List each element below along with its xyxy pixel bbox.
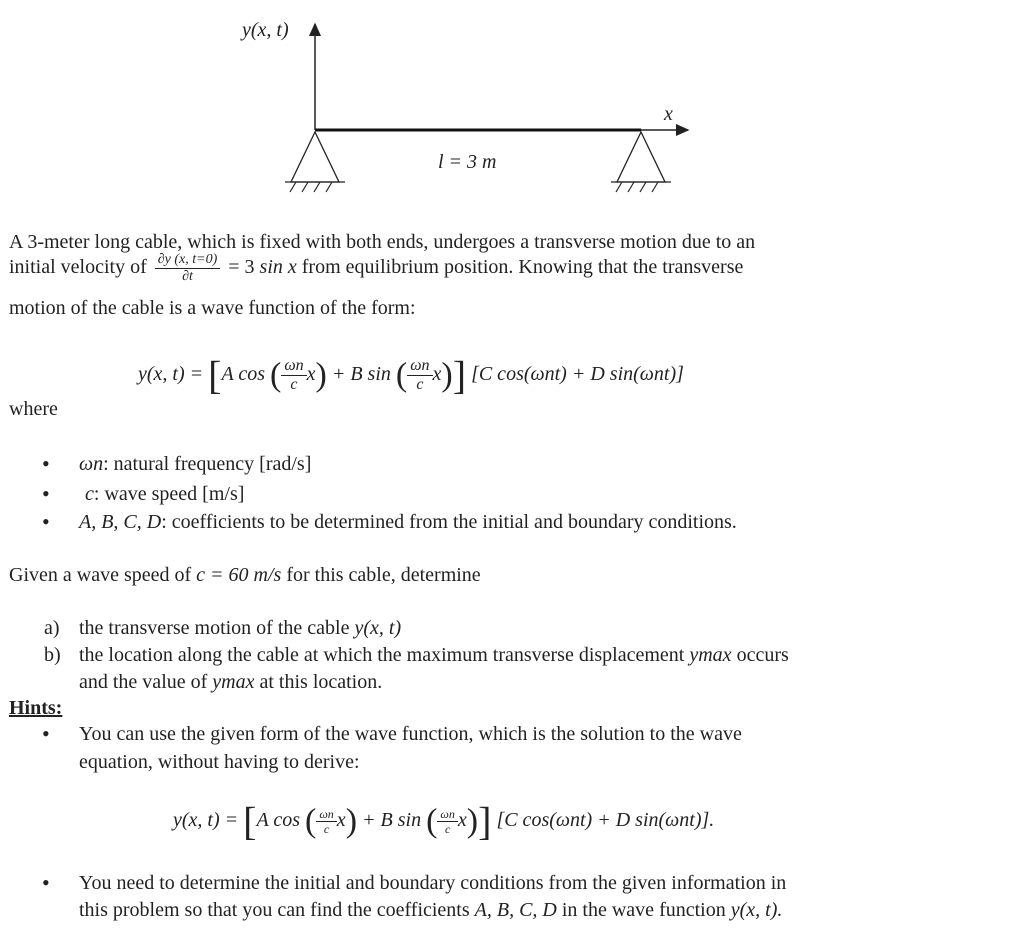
hint-2-line-1: You need to determine the initial and boundary conditions from the given information in	[79, 872, 787, 894]
hint-paren-open: (	[304, 802, 317, 840]
bullet-3: •	[42, 509, 50, 534]
hint-equation-lhs: y(x, t) =	[173, 809, 239, 831]
intro-line-2-pre: initial velocity of	[9, 256, 147, 279]
definition-text: : natural frequency [rad/s]	[103, 453, 312, 475]
part-b-math: ymax	[689, 644, 732, 666]
omega-numerator: ωn	[281, 358, 306, 376]
paren-close-2: )	[441, 356, 453, 394]
hint-omega-numerator-2: ωn	[437, 808, 457, 822]
part-b-post: occurs	[736, 644, 789, 666]
hint-paren-close: )	[345, 802, 358, 840]
right-support	[611, 132, 671, 192]
given-post: for this cable, determine	[286, 564, 481, 586]
part-b-label: b)	[44, 644, 61, 666]
definition-c	[85, 482, 244, 506]
c-denominator-2: c	[416, 375, 424, 393]
c-denominator: c	[290, 375, 298, 393]
part-b2-pre: and the value of	[79, 671, 208, 693]
y-axis-label: y(x, t)	[242, 19, 289, 41]
definition-symbol: c	[85, 483, 94, 505]
hint-x-var: x	[336, 809, 346, 831]
time-part: [C cos(ωnt) + D sin(ωnt)]	[471, 363, 684, 385]
definition-text: : wave speed [m/s]	[93, 483, 245, 505]
hint-wave-equation	[173, 797, 714, 843]
part-b2-post: at this location.	[259, 671, 383, 693]
part-a-label: a)	[44, 617, 60, 639]
hint-a-term: A cos	[256, 809, 300, 831]
left-support	[285, 132, 345, 192]
hint-paren-open-2: (	[426, 802, 438, 840]
given-pre: Given a wave speed of	[9, 564, 192, 586]
hint-time-part: [C cos(ωnt) + D sin(ωnt)].	[496, 809, 715, 831]
intro-line-3: motion of the cable is a wave function of the form:	[9, 297, 416, 319]
hint-omega-over-c	[316, 808, 336, 835]
part-b-text	[79, 643, 789, 667]
derivative-numerator: ∂y (x, t=0)	[155, 253, 221, 269]
part-a-text	[79, 616, 401, 640]
x-var: x	[306, 363, 316, 385]
definition-symbol: ωn	[79, 453, 104, 475]
derivative-denominator: ∂t	[182, 269, 193, 284]
hint-2-coeffs: A, B, C, D	[474, 899, 557, 921]
part-a-math: y(x, t)	[354, 617, 402, 639]
wave-equation	[138, 350, 684, 398]
hint-x-var-2: x	[457, 809, 467, 831]
paren-open: (	[269, 356, 282, 394]
x-var-2: x	[432, 363, 442, 385]
length-label: l = 3 m	[438, 151, 497, 173]
part-a-pre: the transverse motion of the cable	[79, 617, 350, 639]
definition-omega	[79, 452, 311, 476]
omega-numerator-2: ωn	[407, 358, 432, 376]
intro-fn: sin x	[259, 256, 297, 279]
bracket-open: [	[208, 352, 222, 398]
x-axis-label: x	[664, 103, 673, 125]
hint-bracket-open: [	[243, 798, 257, 844]
b-term: + B sin	[331, 363, 391, 385]
velocity-derivative	[155, 253, 221, 284]
cable-diagram	[0, 0, 1024, 230]
definition-text: : coefficients to be determined from the initial and boundary conditions.	[161, 511, 737, 533]
hint-paren-close-2: )	[466, 802, 479, 840]
hints-title: Hints:	[9, 697, 63, 719]
hint-2-mid: in the wave function	[561, 899, 726, 921]
hint-omega-over-c-2	[437, 808, 457, 835]
hint-omega-numerator: ωn	[316, 808, 336, 822]
part-b-pre: the location along the cable at which the maximum transverse displacement	[79, 644, 685, 666]
given-line	[9, 563, 481, 587]
where-label: where	[9, 398, 58, 420]
bracket-close: ]	[452, 352, 467, 398]
paren-open-2: (	[395, 356, 408, 394]
bullet-1: •	[42, 451, 50, 476]
omega-over-c-2	[407, 358, 432, 393]
paren-close: )	[315, 356, 327, 394]
hint-1-line-1: You can use the given form of the wave function, which is the solution to the wave	[79, 723, 742, 745]
part-b-text-line-2	[79, 670, 382, 694]
hint-bullet-1: •	[42, 721, 50, 746]
definition-coefficients	[79, 510, 737, 534]
hint-b-term: + B sin	[362, 809, 422, 831]
hint-2-fn: y(x, t).	[730, 899, 783, 921]
omega-over-c	[281, 358, 306, 393]
intro-line-2-post: from equilibrium position. Knowing that the transverse	[301, 256, 744, 279]
intro-line-1: A 3-meter long cable, which is fixed with both ends, undergoes a transverse motion due to an	[9, 231, 756, 253]
hint-2-line-2	[79, 898, 782, 922]
part-b2-math: ymax	[212, 671, 255, 693]
given-expr: c = 60 m/s	[196, 564, 282, 586]
hint-1-line-2: equation, without having to derive:	[79, 751, 360, 773]
hint-bullet-2: •	[42, 870, 50, 895]
hint-bracket-close: ]	[478, 798, 492, 844]
intro-line-2	[9, 253, 743, 284]
hint-2-pre: this problem so that you can find the coefficients	[79, 899, 470, 921]
equation-lhs: y(x, t) =	[138, 363, 204, 385]
hint-c-denominator: c	[323, 821, 330, 836]
a-term: A cos	[221, 363, 265, 385]
definition-symbol: A, B, C, D	[79, 511, 162, 533]
bullet-2: •	[42, 481, 50, 506]
intro-eq: = 3	[228, 256, 255, 279]
hint-c-denominator-2: c	[444, 821, 451, 836]
